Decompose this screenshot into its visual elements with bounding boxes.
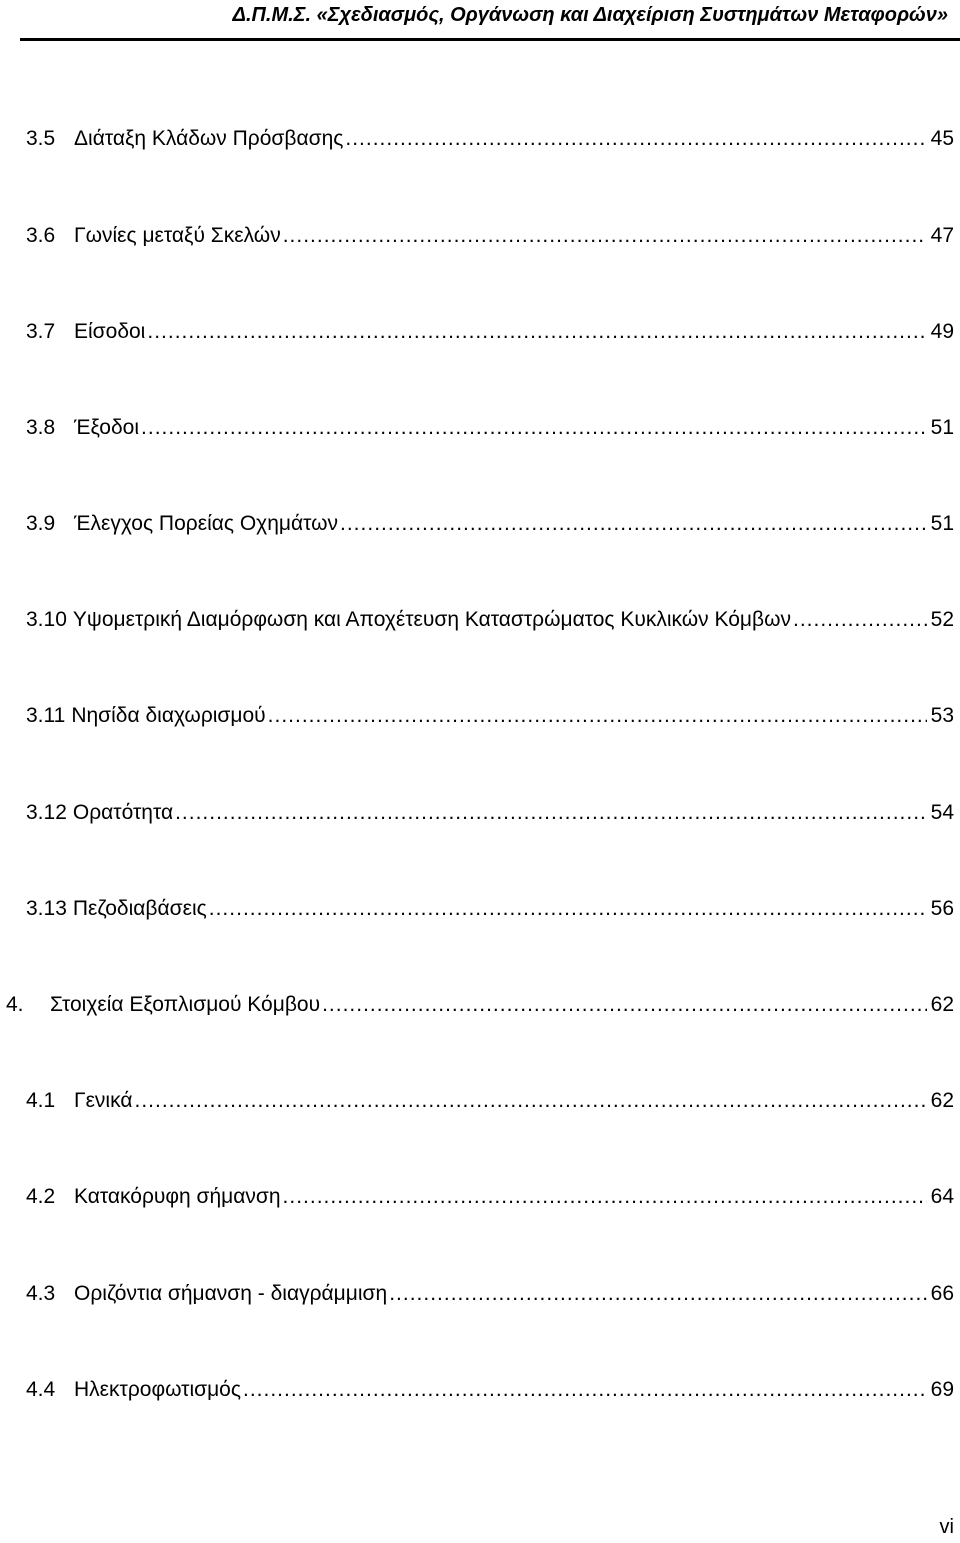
toc-entry-3-11[interactable] [26, 701, 954, 731]
toc-entry-4-1[interactable] [26, 1086, 954, 1116]
toc-entry-title: Ηλεκτροφωτισμός [74, 1378, 241, 1401]
toc-entry-number: 4.3 [26, 1282, 56, 1305]
toc-dot-leader [141, 413, 927, 443]
toc-entry-page: 54 [930, 801, 954, 824]
toc-entry-4-4[interactable] [26, 1375, 954, 1405]
toc-entry-3-10[interactable] [26, 605, 954, 635]
toc-entry-title: Γωνίες μεταξύ Σκελών [74, 224, 281, 247]
toc-entry-4-2[interactable] [26, 1182, 954, 1212]
toc-dot-leader [147, 317, 926, 347]
toc-entry-title: Διάταξη Κλάδων Πρόσβασης [74, 127, 344, 150]
toc-entry-4[interactable] [6, 990, 954, 1020]
toc-entry-3-7[interactable] [26, 317, 954, 347]
toc-entry-page: 64 [930, 1185, 954, 1208]
toc-entry-number: 3.11 [26, 704, 66, 727]
toc-entry-title: Ορατότητα [72, 801, 174, 824]
toc-entry-page: 47 [930, 224, 954, 247]
toc-entry-title: Νησίδα διαχωρισμού [71, 704, 266, 727]
document-header-title: Δ.Π.Μ.Σ. «Σχεδιασμός, Οργάνωση και Διαχείριση Συστημάτων Μεταφορών» [232, 4, 948, 26]
toc-entry-page: 66 [930, 1282, 954, 1305]
toc-entry-number: 3.8 [26, 416, 56, 439]
toc-entry-3-5[interactable] [26, 124, 954, 154]
toc-entry-number: 3.10 [26, 608, 67, 631]
toc-dot-leader [243, 1375, 927, 1405]
toc-entry-3-9[interactable] [26, 509, 954, 539]
page-number: vi [939, 1516, 954, 1538]
toc-dot-leader [268, 701, 927, 731]
toc-entry-title: Έλεγχος Πορείας Οχημάτων [74, 512, 339, 535]
toc-entry-number: 4.4 [26, 1378, 56, 1401]
toc-entry-page: 56 [930, 897, 954, 920]
toc-dot-leader [345, 124, 926, 154]
toc-entry-number: 3.13 [26, 897, 67, 920]
toc-dot-leader [389, 1279, 926, 1309]
toc-entry-4-3[interactable] [26, 1279, 954, 1309]
toc-entry-page: 49 [930, 320, 954, 343]
toc-dot-leader [283, 221, 927, 251]
toc-entry-title: Είσοδοι [74, 320, 146, 343]
toc-entry-page: 45 [930, 127, 954, 150]
toc-dot-leader [134, 1086, 926, 1116]
toc-entry-3-8[interactable] [26, 413, 954, 443]
toc-entry-3-13[interactable] [26, 894, 954, 924]
toc-entry-page: 62 [930, 1089, 954, 1112]
toc-entry-number: 3.7 [26, 320, 56, 343]
toc-dot-leader [322, 990, 927, 1020]
toc-entry-page: 52 [930, 608, 954, 631]
toc-entry-page: 69 [930, 1378, 954, 1401]
toc-entry-number: 3.6 [26, 224, 56, 247]
toc-entry-3-12[interactable] [26, 798, 954, 828]
toc-entry-title: Οριζόντια σήμανση - διαγράμμιση [74, 1282, 388, 1305]
toc-dot-leader [793, 605, 927, 635]
toc-entry-number: 4.1 [26, 1089, 56, 1112]
toc-entry-title: Κατακόρυφη σήμανση [74, 1185, 281, 1208]
toc-entry-title: Στοιχεία Εξοπλισμού Κόμβου [50, 993, 321, 1016]
toc-entry-3-6[interactable] [26, 221, 954, 251]
toc-dot-leader [209, 894, 927, 924]
toc-entry-title: Έξοδοι [74, 416, 140, 439]
toc-entry-number: 3.9 [26, 512, 56, 535]
toc-entry-title: Υψομετρική Διαμόρφωση και Αποχέτευση Καταστρώματος Κυκλικών Κόμβων [72, 608, 791, 631]
toc-entry-page: 53 [930, 704, 954, 727]
toc-entry-number: 3.5 [26, 127, 56, 150]
toc-entry-number: 4. [6, 993, 24, 1016]
toc-entry-page: 51 [930, 512, 954, 535]
toc-dot-leader [283, 1182, 927, 1212]
toc-entry-number: 4.2 [26, 1185, 56, 1208]
toc-dot-leader [175, 798, 927, 828]
toc-entry-page: 51 [930, 416, 954, 439]
toc-entry-title: Γενικά [74, 1089, 133, 1112]
page-header [0, 0, 960, 42]
toc-dot-leader [340, 509, 927, 539]
toc-entry-number: 3.12 [26, 801, 67, 824]
toc-entry-page: 62 [930, 993, 954, 1016]
header-rule [20, 38, 960, 41]
toc-entry-title: Πεζοδιαβάσεις [72, 897, 207, 920]
